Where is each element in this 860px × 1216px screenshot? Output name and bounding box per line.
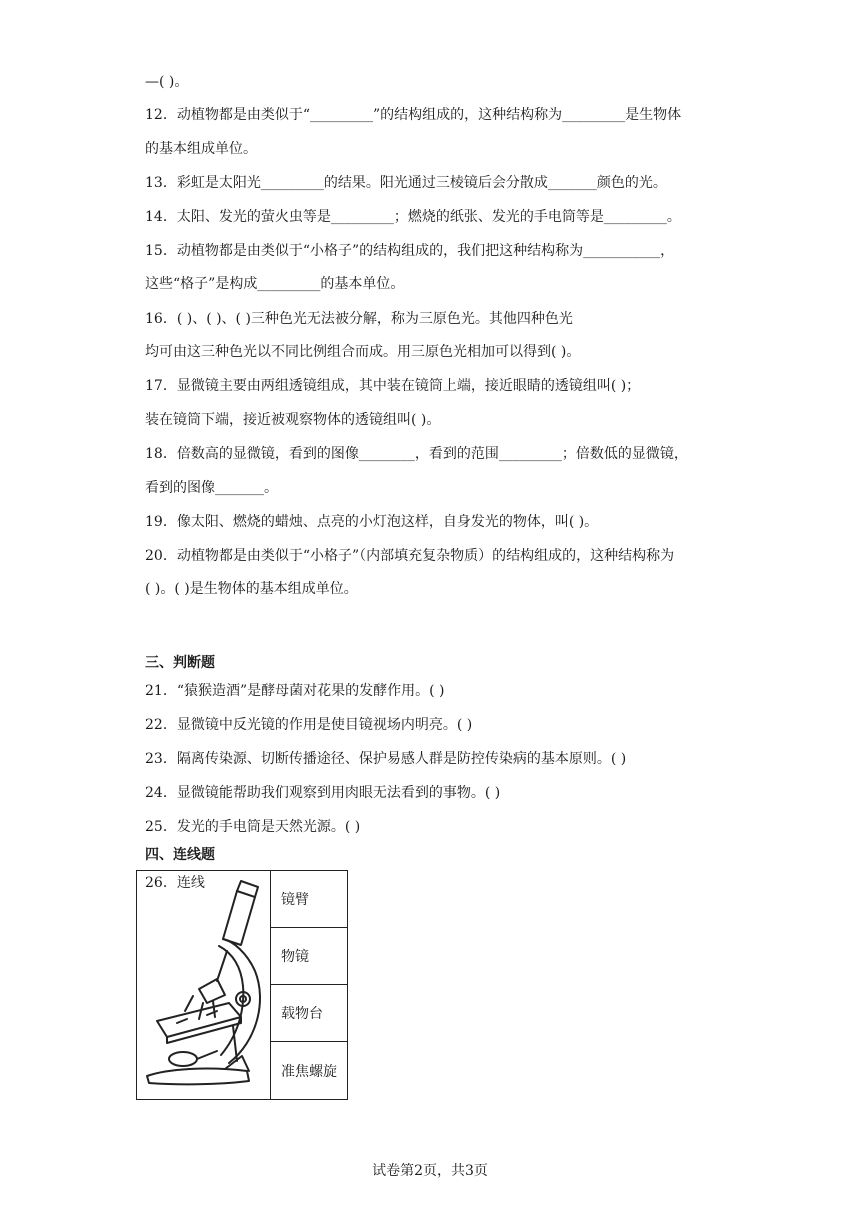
question-15-line-2: 这些“格子”是构成_________的基本单位。 <box>145 276 405 292</box>
question-20-line-1: 20．动植物都是由类似于“小格子”（内部填充复杂物质）的结构组成的，这种结构称为 <box>145 548 675 564</box>
question-21: 21．“猿猴造酒”是酵母菌对花果的发酵作用。( ) <box>145 683 445 699</box>
question-18-line-1: 18．倍数高的显微镜，看到的图像________，看到的范围_________；倍数低的显微镜， <box>145 446 688 462</box>
matching-table <box>136 870 348 1100</box>
question-18-line-2: 看到的图像_______。 <box>145 480 278 496</box>
question-13: 13．彩虹是太阳光_________的结果。阳光通过三棱镜后会分散成_______颜色的光。 <box>145 175 667 191</box>
question-12-line-2: 的基本组成单位。 <box>145 141 257 157</box>
question-17-line-2: 装在镜筒下端，接近被观察物体的透镜组叫( )。 <box>145 412 441 428</box>
page-footer: 试卷第2页，共3页 <box>372 1163 488 1179</box>
question-19: 19．像太阳、燃烧的蜡烛、点亮的小灯泡这样，自身发光的物体，叫( )。 <box>145 514 599 530</box>
microscope-illustration <box>137 871 270 1099</box>
question-23: 23．隔离传染源、切断传播途径、保护易感人群是防控传染病的基本原则。( ) <box>145 751 627 767</box>
label-focus-knob[interactable]: 准焦螺旋 <box>281 1063 337 1080</box>
question-20-line-2: ( )。( )是生物体的基本组成单位。 <box>145 581 358 597</box>
question-16-line-1: 16．( )、( )、( )三种色光无法被分解，称为三原色光。其他四种色光 <box>145 311 573 327</box>
question-22: 22．显微镜中反光镜的作用是使目镜视场内明亮。( ) <box>145 717 473 733</box>
text-line: —( )。 <box>145 74 189 90</box>
label-stage[interactable]: 载物台 <box>271 985 348 1042</box>
question-14: 14．太阳、发光的萤火虫等是_________；燃烧的纸张、发光的手电筒等是_________。 <box>145 209 681 225</box>
label-arm[interactable]: 镜臂 <box>271 871 348 928</box>
question-16-line-2: 均可由这三种色光以不同比例组合而成。用三原色光相加可以得到( )。 <box>145 344 581 360</box>
question-12-line-1: 12．动植物都是由类似于“_________”的结构组成的，这种结构称为_________是生物体 <box>145 107 682 123</box>
question-17-line-1: 17．显微镜主要由两组透镜组成，其中装在镜筒上端，接近眼睛的透镜组叫( )； <box>145 378 641 394</box>
section-4-title: 四、连线题 <box>145 847 215 863</box>
question-25: 25．发光的手电筒是天然光源。( ) <box>145 819 361 835</box>
label-column <box>270 871 348 1099</box>
question-24: 24．显微镜能帮助我们观察到用肉眼无法看到的事物。( ) <box>145 785 501 801</box>
question-26: 26．连线 <box>145 875 205 891</box>
microscope-icon <box>137 871 270 1099</box>
question-15-line-1: 15．动植物都是由类似于“小格子”的结构组成的，我们把这种结构称为___________， <box>145 243 675 259</box>
section-3-title: 三、判断题 <box>145 655 215 671</box>
label-objective[interactable]: 物镜 <box>271 928 348 985</box>
